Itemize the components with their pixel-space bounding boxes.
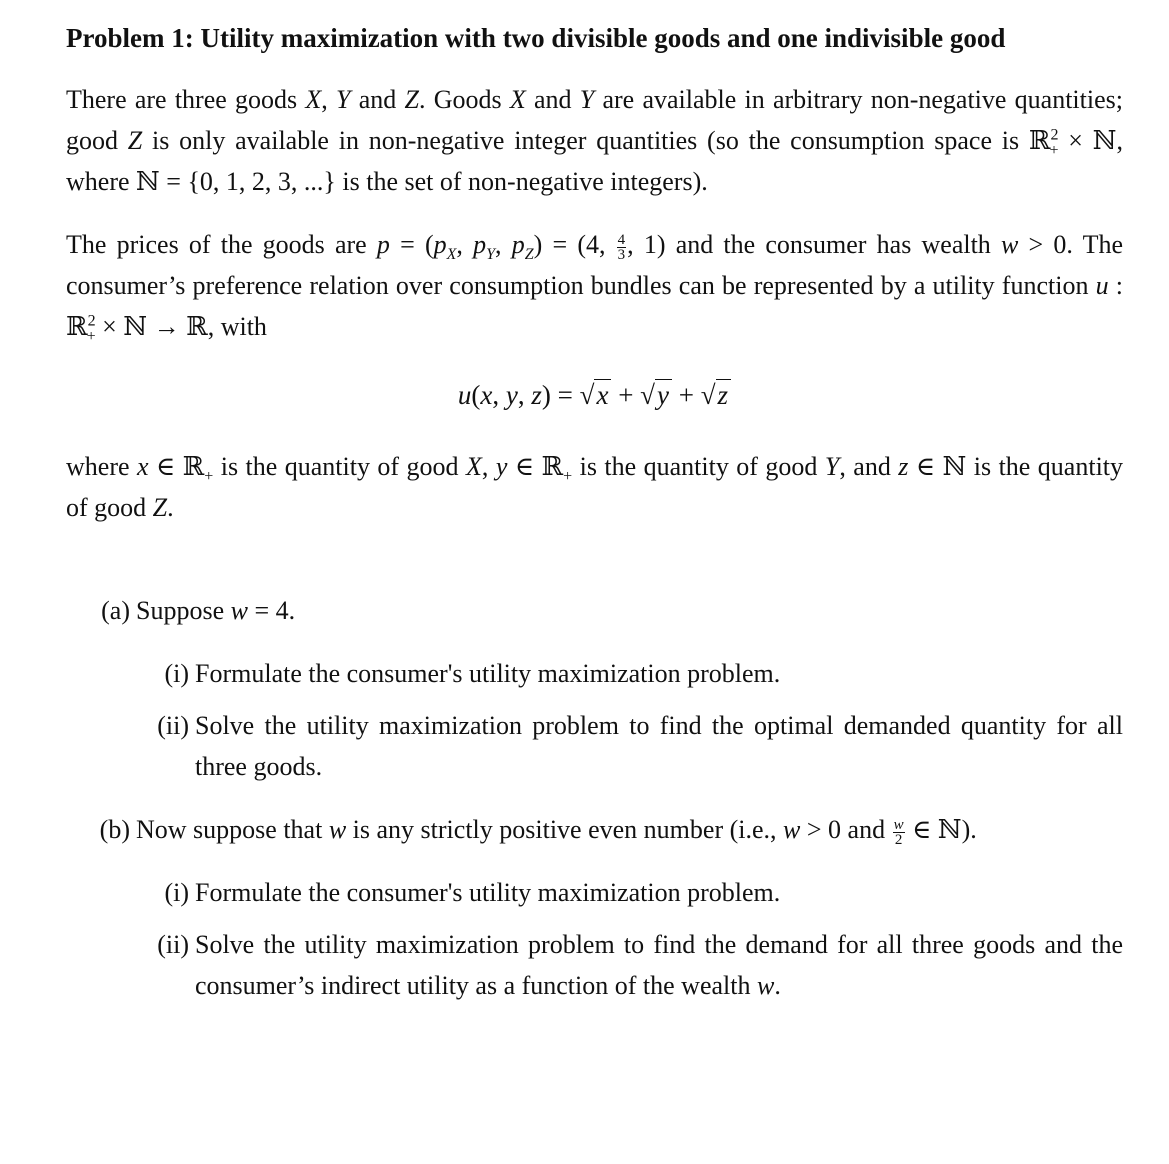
part-a-i-text: Formulate the consumer's utility maximization problem. [195,659,781,688]
document-page [66,18,1123,1006]
part-a-ii-text: Solve the utility maximization problem to find the optimal demanded quantity for all three goods. [195,711,1123,781]
part-b-ii-text: Solve the utility maximization problem to find the demand for all three goods and the consumer’s indirect utility as a function of the wealth w. [195,930,1123,1000]
part-b-ii-label: (ii) [157,930,189,959]
part-b-label: (b) [99,815,130,844]
part-a-text: Suppose w = 4. [136,596,296,625]
part-b-i-text: Formulate the consumer's utility maximization problem. [195,878,781,907]
part-a [101,590,1123,631]
part-a-i-label: (i) [164,659,189,688]
intro-paragraph-1: There are three goods X, Y and Z. Goods X and Y are available in arbitrary non-negative quantities; good Z is only available in non-negative integer quantities (so the consumption space is ℝ$^2_+$ × ℕ, where ℕ = {0, 1, 2, 3, ...} is the set of non-negative integers). [66,85,1124,196]
part-b-i [164,872,1123,913]
part-a-i [164,653,1123,694]
part-b-i-label: (i) [164,878,189,907]
part-a-ii-label: (ii) [157,711,189,740]
part-b [99,809,1123,850]
part-a-ii [157,705,1123,787]
utility-equation: u(x, y, z) = √x + √y + √z [66,375,1123,416]
intro-paragraph-3: where x ∈ ℝ$_+$ is the quantity of good X, y ∈ ℝ$_+$ is the quantity of good Y, and z ∈ ℕ is the quantity of good Z. [66,452,1124,522]
part-b-text: Now suppose that w is any strictly positive even number (i.e., w > 0 and $\frac{w}{2}$ ∈ ℕ). [136,815,977,848]
problem-title: Problem 1: Utility maximization with two divisible goods and one indivisible good [66,23,1006,53]
part-a-label: (a) [101,596,130,625]
intro-paragraph-2: The prices of the goods are $p = (p_X$, $p_Y$, $p_Z) = (4$, $\frac{4}{3}$ , 1) and the consumer has wealth w > 0. The consumer’s preference relation over consumption bundles can be represented by a utility function u : ℝ$^2_+$ × ℕ → ℝ, with [66,230,1124,346]
part-b-ii [157,924,1123,1006]
